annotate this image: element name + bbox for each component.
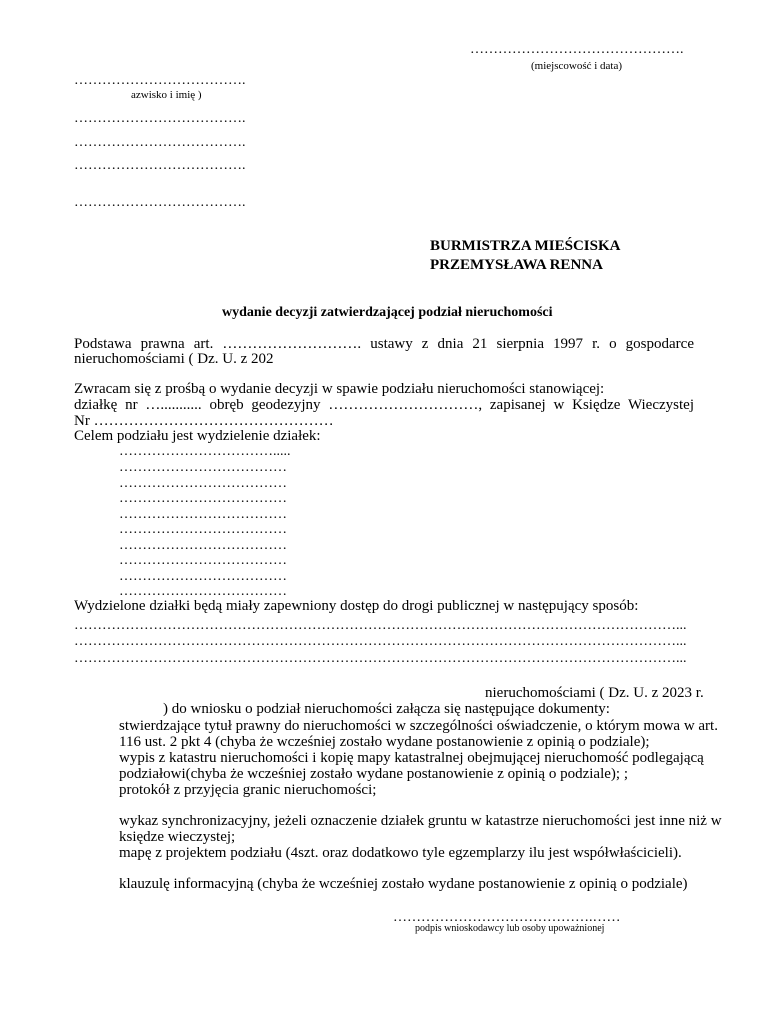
request-line-3: Nr ………………………………………… <box>74 413 334 429</box>
parcel-line: ……………………………… <box>119 584 287 599</box>
attachment-item: protokół z przyjęcia granic nieruchomości; <box>119 782 377 798</box>
access-line: …………………………………………………………………………………………………………………... <box>74 618 687 633</box>
attachment-item: wypis z katastru nieruchomości i kopię mapy katastralnej obejmującej nieruchomość podlegającą <box>119 750 704 766</box>
access-line: …………………………………………………………………………………………………………………... <box>74 651 687 666</box>
attachment-item: księdze wieczystej; <box>119 829 236 845</box>
addressee-line-1: BURMISTRZA MIEŚCISKA <box>430 238 621 254</box>
address-line: ………………………………. <box>74 135 246 150</box>
attachment-item: stwierdzające tytuł prawny do nieruchomości w szczególności oświadczenie, o którym mowa w art. <box>119 718 718 734</box>
attachment-item: mapę z projektem podziału (4szt. oraz dodatkowo tyle egzemplarzy ilu jest współwłaścicieli). <box>119 845 682 861</box>
parcel-line: ……………………………… <box>119 522 287 537</box>
legal-basis-line-1: Podstawa prawna art. ………………………. ustawy z dnia 21 sierpnia 1997 r. o gospodarce <box>74 336 694 352</box>
access-intro: Wydzielone działki będą miały zapewniony dostęp do drogi publicznej w następujący sposób: <box>74 598 639 614</box>
parcel-line: ……………………………… <box>119 476 287 491</box>
parcel-line: ……………………………..... <box>119 444 291 459</box>
attachment-item: 116 ust. 2 pkt 4 (chyba że wcześniej zostało wydane postanowienie z opinią o podziale); <box>119 734 650 750</box>
address-line: ………………………………. <box>74 111 246 126</box>
legal-basis-line-2: nieruchomościami ( Dz. U. z 202 <box>74 351 274 367</box>
attachments-ref-right: nieruchomościami ( Dz. U. z 2023 r. <box>485 685 704 701</box>
document-title: wydanie decyzji zatwierdzającej podział nieruchomości <box>222 305 553 320</box>
signature-dots: …………………………………….…… <box>393 910 621 925</box>
address-line: ………………………………. <box>74 158 246 173</box>
applicant-name-dots: ………………………………. <box>74 73 246 88</box>
parcel-line: ……………………………… <box>119 460 287 475</box>
request-line-1: Zwracam się z prośbą o wydanie decyzji w spawie podziału nieruchomości stanowiącej: <box>74 381 605 397</box>
applicant-name-label: azwisko i imię ) <box>131 89 202 101</box>
parcel-line: ……………………………… <box>119 569 287 584</box>
parcel-line: ……………………………… <box>119 491 287 506</box>
request-line-2: działkę nr …........... obręb geodezyjny …………………………, zapisanej w Księdze Wieczystej <box>74 397 694 413</box>
place-date-label: (miejscowość i data) <box>531 60 623 72</box>
parcel-line: ……………………………… <box>119 553 287 568</box>
place-date-dots: ………………………………………. <box>470 42 684 57</box>
addressee-line-2: PRZEMYSŁAWA RENNA <box>430 257 603 273</box>
request-line-4: Celem podziału jest wydzielenie działek: <box>74 428 321 444</box>
attachment-item: klauzulę informacyjną (chyba że wcześniej zostało wydane postanowienie z opinią o podziale) <box>119 876 688 892</box>
parcel-line: ……………………………… <box>119 507 287 522</box>
parcel-line: ……………………………… <box>119 538 287 553</box>
signature-label: podpis wnioskodawcy lub osoby upoważnionej <box>415 923 605 934</box>
attachment-item: wykaz synchronizacyjny, jeżeli oznaczenie działek gruntu w katastrze nieruchomości jest inne niż w <box>119 813 722 829</box>
address-line: ………………………………. <box>74 195 246 210</box>
attachment-item: podziałowi(chyba że wcześniej zostało wydane postanowienie z opinią o podziale); ; <box>119 766 628 782</box>
attachments-ref-left: ) do wniosku o podział nieruchomości załącza się następujące dokumenty: <box>163 701 610 717</box>
access-line: …………………………………………………………………………………………………………………... <box>74 634 687 649</box>
